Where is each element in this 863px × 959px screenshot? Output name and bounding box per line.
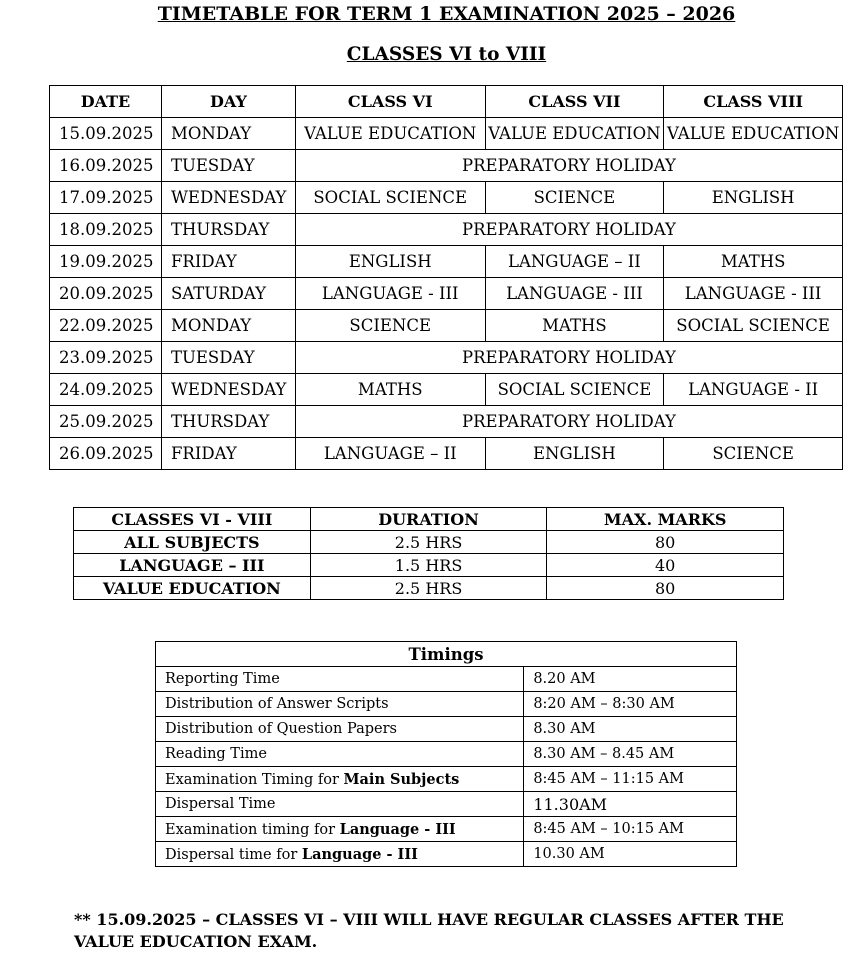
marks-cell: 80 — [547, 577, 784, 600]
date-cell: 16.09.2025 — [50, 150, 162, 182]
class-vii-cell: SOCIAL SCIENCE — [485, 374, 664, 406]
header-class-vi: CLASS VI — [295, 86, 485, 118]
date-cell: 18.09.2025 — [50, 214, 162, 246]
date-cell: 23.09.2025 — [50, 342, 162, 374]
day-cell: MONDAY — [161, 118, 295, 150]
day-cell: WEDNESDAY — [161, 374, 295, 406]
timing-label-text: Distribution of Answer Scripts — [165, 696, 389, 712]
class-vi-cell: ENGLISH — [295, 246, 485, 278]
class-vii-cell: LANGUAGE – II — [485, 246, 664, 278]
date-cell: 19.09.2025 — [50, 246, 162, 278]
subject-label: LANGUAGE – III — [74, 554, 311, 577]
timing-value: 8:45 AM – 11:15 AM — [524, 767, 737, 792]
subject-label: ALL SUBJECTS — [74, 531, 311, 554]
table-row — [156, 842, 737, 867]
day-cell: TUESDAY — [161, 342, 295, 374]
duration-header-row — [74, 508, 784, 531]
timing-label-bold: Language - III — [301, 845, 418, 863]
day-cell: FRIDAY — [161, 246, 295, 278]
class-vii-cell: SCIENCE — [485, 182, 664, 214]
class-vi-cell: SOCIAL SCIENCE — [295, 182, 485, 214]
day-cell: THURSDAY — [161, 214, 295, 246]
timing-label-text: Reporting Time — [165, 671, 280, 687]
header-max-marks: MAX. MARKS — [547, 508, 784, 531]
table-row — [74, 577, 784, 600]
timing-value: 8:45 AM – 10:15 AM — [524, 817, 737, 842]
table-row — [50, 438, 843, 470]
class-vii-cell: VALUE EDUCATION — [485, 118, 664, 150]
date-cell: 20.09.2025 — [50, 278, 162, 310]
timing-value: 8.30 AM — [524, 717, 737, 742]
timings-header-row — [156, 642, 737, 667]
class-vi-cell: LANGUAGE - III — [295, 278, 485, 310]
header-classes: CLASSES VI - VIII — [74, 508, 311, 531]
table-row — [50, 214, 843, 246]
timing-label — [156, 817, 524, 842]
day-cell: WEDNESDAY — [161, 182, 295, 214]
date-cell: 17.09.2025 — [50, 182, 162, 214]
day-cell: TUESDAY — [161, 150, 295, 182]
class-viii-cell: LANGUAGE - II — [664, 374, 843, 406]
table-row — [156, 667, 737, 692]
class-vii-cell: MATHS — [485, 310, 664, 342]
table-row — [50, 342, 843, 374]
table-row — [50, 182, 843, 214]
date-cell: 15.09.2025 — [50, 118, 162, 150]
timing-label-text: Examination timing for — [165, 821, 340, 838]
table-row — [50, 406, 843, 438]
table-row — [50, 310, 843, 342]
holiday-cell: PREPARATORY HOLIDAY — [295, 406, 842, 438]
timing-label — [156, 742, 524, 767]
class-viii-cell: ENGLISH — [664, 182, 843, 214]
class-vi-cell: LANGUAGE – II — [295, 438, 485, 470]
subject-label: VALUE EDUCATION — [74, 577, 311, 600]
table-row — [50, 150, 843, 182]
date-cell: 25.09.2025 — [50, 406, 162, 438]
header-date: DATE — [50, 86, 162, 118]
header-duration: DURATION — [310, 508, 547, 531]
timing-label — [156, 692, 524, 717]
table-row — [50, 278, 843, 310]
timing-label — [156, 842, 524, 867]
page-title: TIMETABLE FOR TERM 1 EXAMINATION 2025 – 2026 — [157, 3, 736, 25]
table-row — [74, 554, 784, 577]
holiday-cell: PREPARATORY HOLIDAY — [295, 214, 842, 246]
footnote: ** 15.09.2025 – CLASSES VI – VIII WILL HAVE REGULAR CLASSES AFTER THE VALUE EDUCATION EXAM. — [74, 910, 784, 951]
table-row — [50, 118, 843, 150]
table-row — [156, 692, 737, 717]
class-viii-cell: SCIENCE — [664, 438, 843, 470]
class-viii-cell: VALUE EDUCATION — [664, 118, 843, 150]
day-cell: MONDAY — [161, 310, 295, 342]
class-vi-cell: VALUE EDUCATION — [295, 118, 485, 150]
header-day: DAY — [161, 86, 295, 118]
date-cell: 22.09.2025 — [50, 310, 162, 342]
table-row — [156, 792, 737, 817]
date-cell: 26.09.2025 — [50, 438, 162, 470]
timings-table — [155, 641, 737, 867]
timing-value: 11.30AM — [524, 792, 737, 817]
header-class-viii: CLASS VIII — [664, 86, 843, 118]
holiday-cell: PREPARATORY HOLIDAY — [295, 342, 842, 374]
timing-label — [156, 767, 524, 792]
table-row — [74, 531, 784, 554]
page-subtitle: CLASSES VI to VIII — [346, 44, 547, 65]
timing-label-text: Dispersal Time — [165, 796, 276, 812]
day-cell: THURSDAY — [161, 406, 295, 438]
timing-label — [156, 667, 524, 692]
table-row — [50, 246, 843, 278]
day-cell: FRIDAY — [161, 438, 295, 470]
class-vi-cell: SCIENCE — [295, 310, 485, 342]
timetable-header-row — [50, 86, 843, 118]
marks-cell: 80 — [547, 531, 784, 554]
table-row — [50, 374, 843, 406]
class-viii-cell: MATHS — [664, 246, 843, 278]
holiday-cell: PREPARATORY HOLIDAY — [295, 150, 842, 182]
timing-value: 8:20 AM – 8:30 AM — [524, 692, 737, 717]
marks-cell: 40 — [547, 554, 784, 577]
timing-value: 8.30 AM – 8.45 AM — [524, 742, 737, 767]
duration-cell: 2.5 HRS — [310, 531, 547, 554]
day-cell: SATURDAY — [161, 278, 295, 310]
table-row — [156, 742, 737, 767]
table-row — [156, 767, 737, 792]
table-row — [156, 717, 737, 742]
timing-label-bold: Language - III — [339, 820, 456, 838]
duration-cell: 1.5 HRS — [310, 554, 547, 577]
date-cell: 24.09.2025 — [50, 374, 162, 406]
timing-label — [156, 717, 524, 742]
class-vi-cell: MATHS — [295, 374, 485, 406]
timings-header: Timings — [156, 642, 737, 667]
table-row — [156, 817, 737, 842]
timing-value: 8.20 AM — [524, 667, 737, 692]
class-viii-cell: SOCIAL SCIENCE — [664, 310, 843, 342]
timing-label-text: Examination Timing for — [165, 771, 344, 788]
timetable — [49, 85, 843, 470]
timing-label-bold: Main Subjects — [343, 770, 460, 788]
duration-table — [73, 507, 784, 600]
timing-label — [156, 792, 524, 817]
timing-label-text: Distribution of Question Papers — [165, 721, 397, 737]
class-vii-cell: LANGUAGE - III — [485, 278, 664, 310]
class-viii-cell: LANGUAGE - III — [664, 278, 843, 310]
class-vii-cell: ENGLISH — [485, 438, 664, 470]
timing-label-text: Dispersal time for — [165, 846, 302, 863]
timing-value: 10.30 AM — [524, 842, 737, 867]
timing-label-text: Reading Time — [165, 746, 267, 762]
header-class-vii: CLASS VII — [485, 86, 664, 118]
duration-cell: 2.5 HRS — [310, 577, 547, 600]
